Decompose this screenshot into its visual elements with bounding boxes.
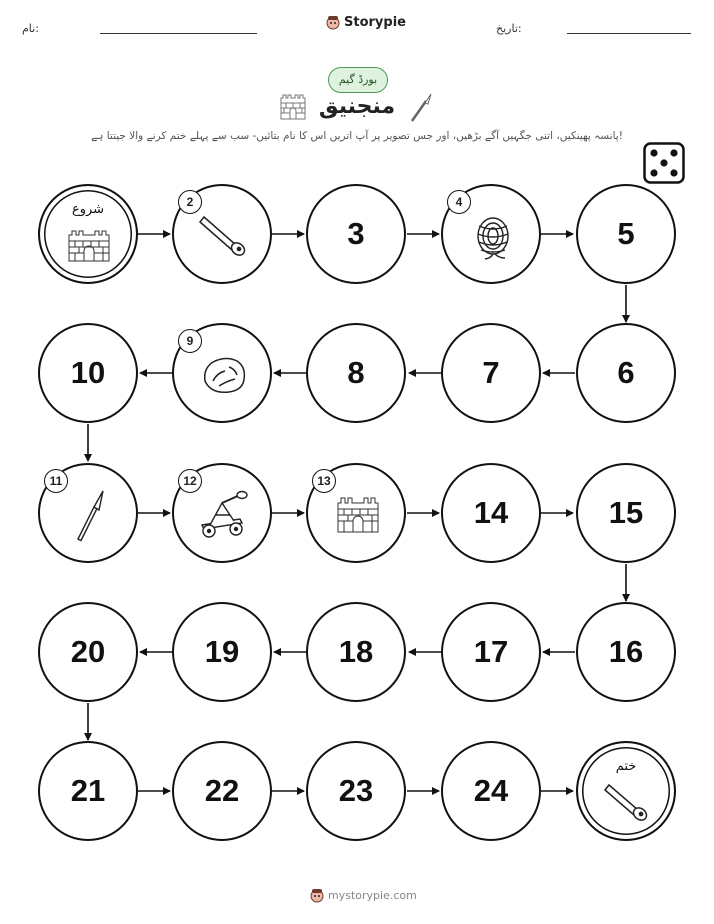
spear-icon: [72, 489, 108, 543]
board-square[interactable]: [306, 602, 406, 702]
square-number-badge: 11: [44, 469, 68, 493]
square-number: 10: [70, 355, 106, 390]
square-number: 5: [617, 216, 635, 251]
finish-square[interactable]: [576, 741, 676, 841]
square-number: 17: [473, 634, 509, 669]
brand-name: Storypie: [344, 14, 406, 30]
matchstick-icon: [198, 212, 250, 256]
square-number: 7: [482, 355, 500, 390]
board-square[interactable]: [576, 602, 676, 702]
board-square[interactable]: [38, 463, 138, 563]
start-label: شروع: [71, 202, 105, 217]
square-number: 22: [204, 773, 240, 808]
square-number: 21: [70, 773, 106, 808]
castle-icon: [336, 493, 380, 533]
rock-icon: [201, 355, 247, 395]
square-number: 23: [338, 773, 374, 808]
footer-site: mystorypie.com: [328, 888, 417, 902]
square-number: 14: [473, 495, 509, 530]
square-number: 16: [608, 634, 644, 669]
rope-icon: [471, 212, 515, 260]
board-square[interactable]: [306, 741, 406, 841]
date-label: تاریخ:: [496, 22, 522, 35]
board-square[interactable]: [38, 741, 138, 841]
board-square[interactable]: [306, 184, 406, 284]
board-square[interactable]: [172, 323, 272, 423]
square-number: 15: [608, 495, 644, 530]
board-square[interactable]: [172, 184, 272, 284]
finish-label: ختم: [615, 759, 637, 774]
board-square[interactable]: [576, 463, 676, 563]
square-number: 3: [347, 216, 365, 251]
square-number-badge: 13: [312, 469, 336, 493]
board-square[interactable]: [441, 463, 541, 563]
square-number: 20: [70, 634, 106, 669]
board-square[interactable]: [441, 323, 541, 423]
board-square[interactable]: [306, 463, 406, 563]
board-square[interactable]: [38, 602, 138, 702]
storypie-mascot-icon: [310, 887, 324, 903]
square-number-badge: 4: [447, 190, 471, 214]
catapult-icon: [196, 489, 252, 541]
square-number: 6: [617, 355, 635, 390]
square-number-badge: 12: [178, 469, 202, 493]
square-number: 18: [338, 634, 374, 669]
board-square[interactable]: [306, 323, 406, 423]
board-square[interactable]: [172, 602, 272, 702]
board-square[interactable]: [576, 184, 676, 284]
castle-icon: [67, 226, 111, 262]
start-square[interactable]: [38, 184, 138, 284]
board-square[interactable]: [441, 184, 541, 284]
square-number-badge: 9: [178, 329, 202, 353]
square-number: 24: [473, 773, 509, 808]
board-square[interactable]: [576, 323, 676, 423]
board-square[interactable]: [441, 741, 541, 841]
board-square[interactable]: [172, 463, 272, 563]
board-square[interactable]: [38, 323, 138, 423]
instructions: پانسہ پھینکیں، اتنی جگہیں آگے بڑھیں، اور جس تصویر پر آپ اتریں اس کا نام بتائیں- سب سے پہلے ختم کرنے والا جیتتا ہے!: [91, 130, 623, 142]
square-number-badge: 2: [178, 190, 202, 214]
footer: [310, 887, 417, 903]
board-square[interactable]: [441, 602, 541, 702]
matchstick-icon: [604, 781, 652, 821]
square-number: 19: [204, 634, 240, 669]
name-label: نام:: [22, 22, 39, 35]
page-title: منجنیق: [318, 94, 396, 119]
board-square[interactable]: [172, 741, 272, 841]
square-number: 8: [347, 355, 365, 390]
board-game-badge: بورڈ گیم: [328, 67, 388, 93]
